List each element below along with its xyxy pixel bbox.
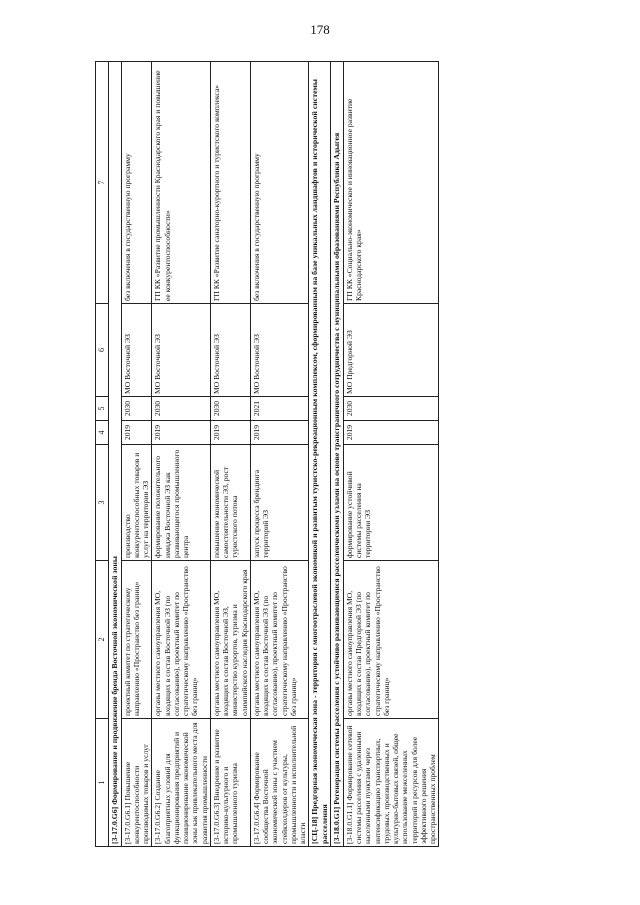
- table-row: [343, 62, 439, 847]
- start-year: 2019: [152, 421, 211, 445]
- section-title: [СЦ-18] Предгорная экономическая зона - территория с многоотраслевой экономикой и развитым туристско-рекреационным комплексом, сформированным на базе уникальных ландшафтов и исторической системы расселения: [309, 62, 331, 847]
- result: запуск процесса брендинга территорий ЭЗ: [250, 445, 309, 561]
- executors: органы местного самоуправления МО, входящих в состав Восточной ЭЗ (по согласованию), проектный комитет по стратегическому направлению «Пространство без границ»: [152, 561, 211, 719]
- header-cell: 1: [96, 719, 109, 847]
- measure-code: [3-17.0.G6.4] Формирование сообщества Восточной экономической зоны с участием стейкхолдеров от культуры, промышленности и исполнительной власти: [250, 719, 309, 847]
- end-year: 2021: [250, 397, 309, 421]
- state-program: ГП КК «Социально-экономическое и инновационное развитие Краснодарского края»: [343, 62, 439, 304]
- end-year: 2030: [152, 397, 211, 421]
- table-row: [121, 62, 152, 847]
- territory: МО Предгорной ЭЗ: [343, 304, 439, 397]
- state-program: ГП КК «Развитие санаторно-курортного и туристского комплекса»: [210, 62, 250, 304]
- territory: МО Восточной ЭЗ: [121, 304, 152, 397]
- territory: МО Восточной ЭЗ: [250, 304, 309, 397]
- result: повышение экономической самостоятельности ЭЗ, рост туристского потока: [210, 445, 250, 561]
- result: формирование устойчивой системы расселения на территории ЭЗ: [343, 445, 439, 561]
- table-row: [250, 62, 309, 847]
- header-cell: 6: [96, 304, 109, 397]
- end-year: 2030: [343, 397, 439, 421]
- executors: органы местного самоуправления МО, входящих в состав Восточной ЭЗ, министерство курортов, туризма и олимпийского наследия Краснодарского края: [210, 561, 250, 719]
- header-cell: 3: [96, 445, 109, 561]
- header-cell: 4: [96, 421, 109, 445]
- section-row: [331, 62, 344, 847]
- executors: органы местного самоуправления МО, входящих в состав Предгорной ЭЗ (по согласованию), проектный комитет по стратегическому направлению «Пространство без границ»: [343, 561, 439, 719]
- section-title: [3-18.0.G1] Регенерация системы расселения с устойчиво развивающимися расселенческими узлами на основе трансграничного сотрудничества с муниципальными образованиями Республики Адыгея: [331, 62, 344, 847]
- header-cell: 2: [96, 561, 109, 719]
- rotated-table-wrapper: [95, 62, 605, 847]
- state-program: без включения в государственную программу: [121, 62, 152, 304]
- start-year: 2019: [250, 421, 309, 445]
- measure-code: [3-18.0.G1.1] Формирование сетевой системы расселения с удаленными населенными пунктами через интенсификацию транспортных, трудовых, производственных и культурно-бытовых связей, общее использование межселенных территорий и ресурсов для более эффективного решения пространственных проблем: [343, 719, 439, 847]
- state-program: ГП КК «Развитие промышленности Краснодарского края и повышение ее конкурентоспособности»: [152, 62, 211, 304]
- measure-code: [3-17.0.G6.3] Внедрение и развитие историко-культурного и промышленного туризма: [210, 719, 250, 847]
- territory: МО Восточной ЭЗ: [152, 304, 211, 397]
- measure-code: [3-17.0.G6.1] Повышение конкурентоспособности производимых товаров и услуг: [121, 719, 152, 847]
- page-number: 178: [310, 22, 330, 37]
- header-row: [96, 62, 109, 847]
- state-program: без включения в государственную программу: [250, 62, 309, 304]
- section-row: [109, 62, 122, 847]
- end-year: 2030: [210, 397, 250, 421]
- territory: МО Восточной ЭЗ: [210, 304, 250, 397]
- start-year: 2019: [121, 421, 152, 445]
- executors: проектный комитет по стратегическому направлению «Пространство без границ»: [121, 561, 152, 719]
- section-title: [3-17.0.G6] Формирование и продвижение бренда Восточной экономической зоны: [109, 62, 122, 847]
- table-row: [152, 62, 211, 847]
- end-year: 2030: [121, 397, 152, 421]
- table-row: [210, 62, 250, 847]
- header-cell: 7: [96, 62, 109, 304]
- result: производство конкурентоспособных товаров и услуг на территории ЭЗ: [121, 445, 152, 561]
- result: формирование положительного имиджа Восточной ЭЗ как развивающегося промышленного центра: [152, 445, 211, 561]
- start-year: 2019: [210, 421, 250, 445]
- section-row: [309, 62, 331, 847]
- executors: органы местного самоуправления МО, входящих в состав Восточной ЭЗ (по согласованию), проектный комитет по стратегическому направлению «Пространство без границ»: [250, 561, 309, 719]
- header-cell: 5: [96, 397, 109, 421]
- measure-code: [3-17.0.G6.2] Создание благоприятных условий для функционирования предприятий и позиционирование экономической зоны как привлекательного места для развития промышленности: [152, 719, 211, 847]
- start-year: 2019: [343, 421, 439, 445]
- measures-table: [95, 61, 439, 847]
